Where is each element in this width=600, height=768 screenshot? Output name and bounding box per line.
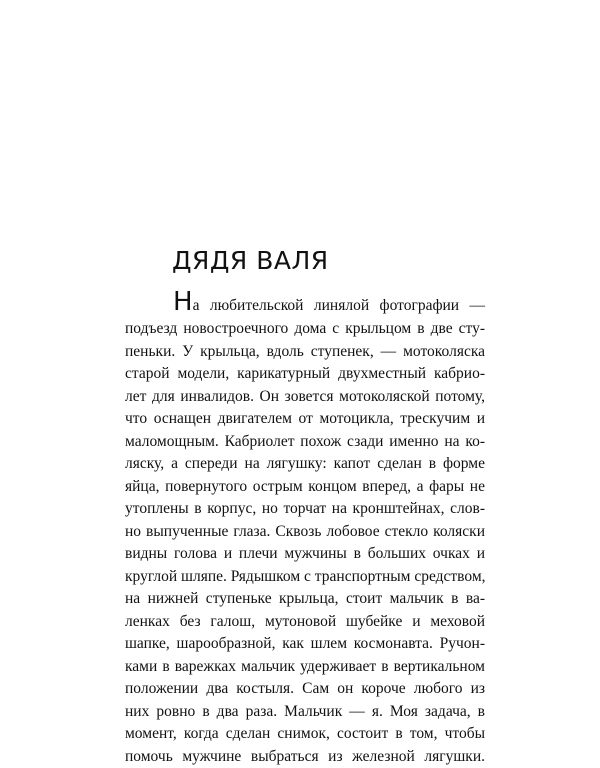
body-paragraph — [125, 291, 485, 768]
text-line: лет для инвалидов. Он зовется мотоколяской потому, — [125, 386, 485, 409]
text-line: них ровно в два раза. Мальчик — я. Моя задача, в — [125, 701, 485, 724]
text-line: видны голова и плечи мужчины в больших очках и — [125, 543, 485, 566]
text-line: маломощным. Кабриолет похож сзади именно на ко- — [125, 431, 485, 454]
text-line: старой модели, карикатурный двухместный кабрио- — [125, 363, 485, 386]
text-line: яйца, повернутого острым концом вперед, а фары не — [125, 476, 485, 499]
text-line: положении два костыля. Сам он короче любого из — [125, 678, 485, 701]
text-line: ками в варежках мальчик удерживает в вертикальном — [125, 656, 485, 679]
text-line: шапке, шарообразной, как шлем космонавта. Ручон- — [125, 633, 485, 656]
chapter-title: ДЯДЯ ВАЛЯ — [172, 246, 329, 276]
text-line: момент, когда сделан снимок, состоит в том, чтобы — [125, 723, 485, 746]
text-line-first-rest: а любительской линялой фотографии — — [193, 297, 485, 314]
text-line: на нижней ступеньке крыльца, стоит мальчик в ва- — [125, 588, 485, 611]
text-line-last: помочь мужчине выбраться из железной лягушки. — [125, 746, 485, 768]
text-line: пеньки. У крыльца, вдоль ступенек, — мотоколяска — [125, 341, 485, 364]
text-line: что оснащен двигателем от мотоцикла, трескучим и — [125, 408, 485, 431]
text-line: утоплены в корпус, но торчат на кронштейнах, слов- — [125, 498, 485, 521]
text-line: ляску, а спереди на лягушку: капот сделан в форме — [125, 453, 485, 476]
text-line: но выпученные глаза. Сквозь лобовое стекло коляски — [125, 521, 485, 544]
drop-cap: Н — [173, 287, 193, 317]
text-line: ленках без галош, мутоновой шубейке и меховой — [125, 611, 485, 634]
text-line: круглой шляпе. Рядышком с транспортным средством, — [125, 566, 485, 589]
text-line-first — [125, 291, 485, 318]
text-line: подъезд новостроечного дома с крыльцом в две сту- — [125, 318, 485, 341]
